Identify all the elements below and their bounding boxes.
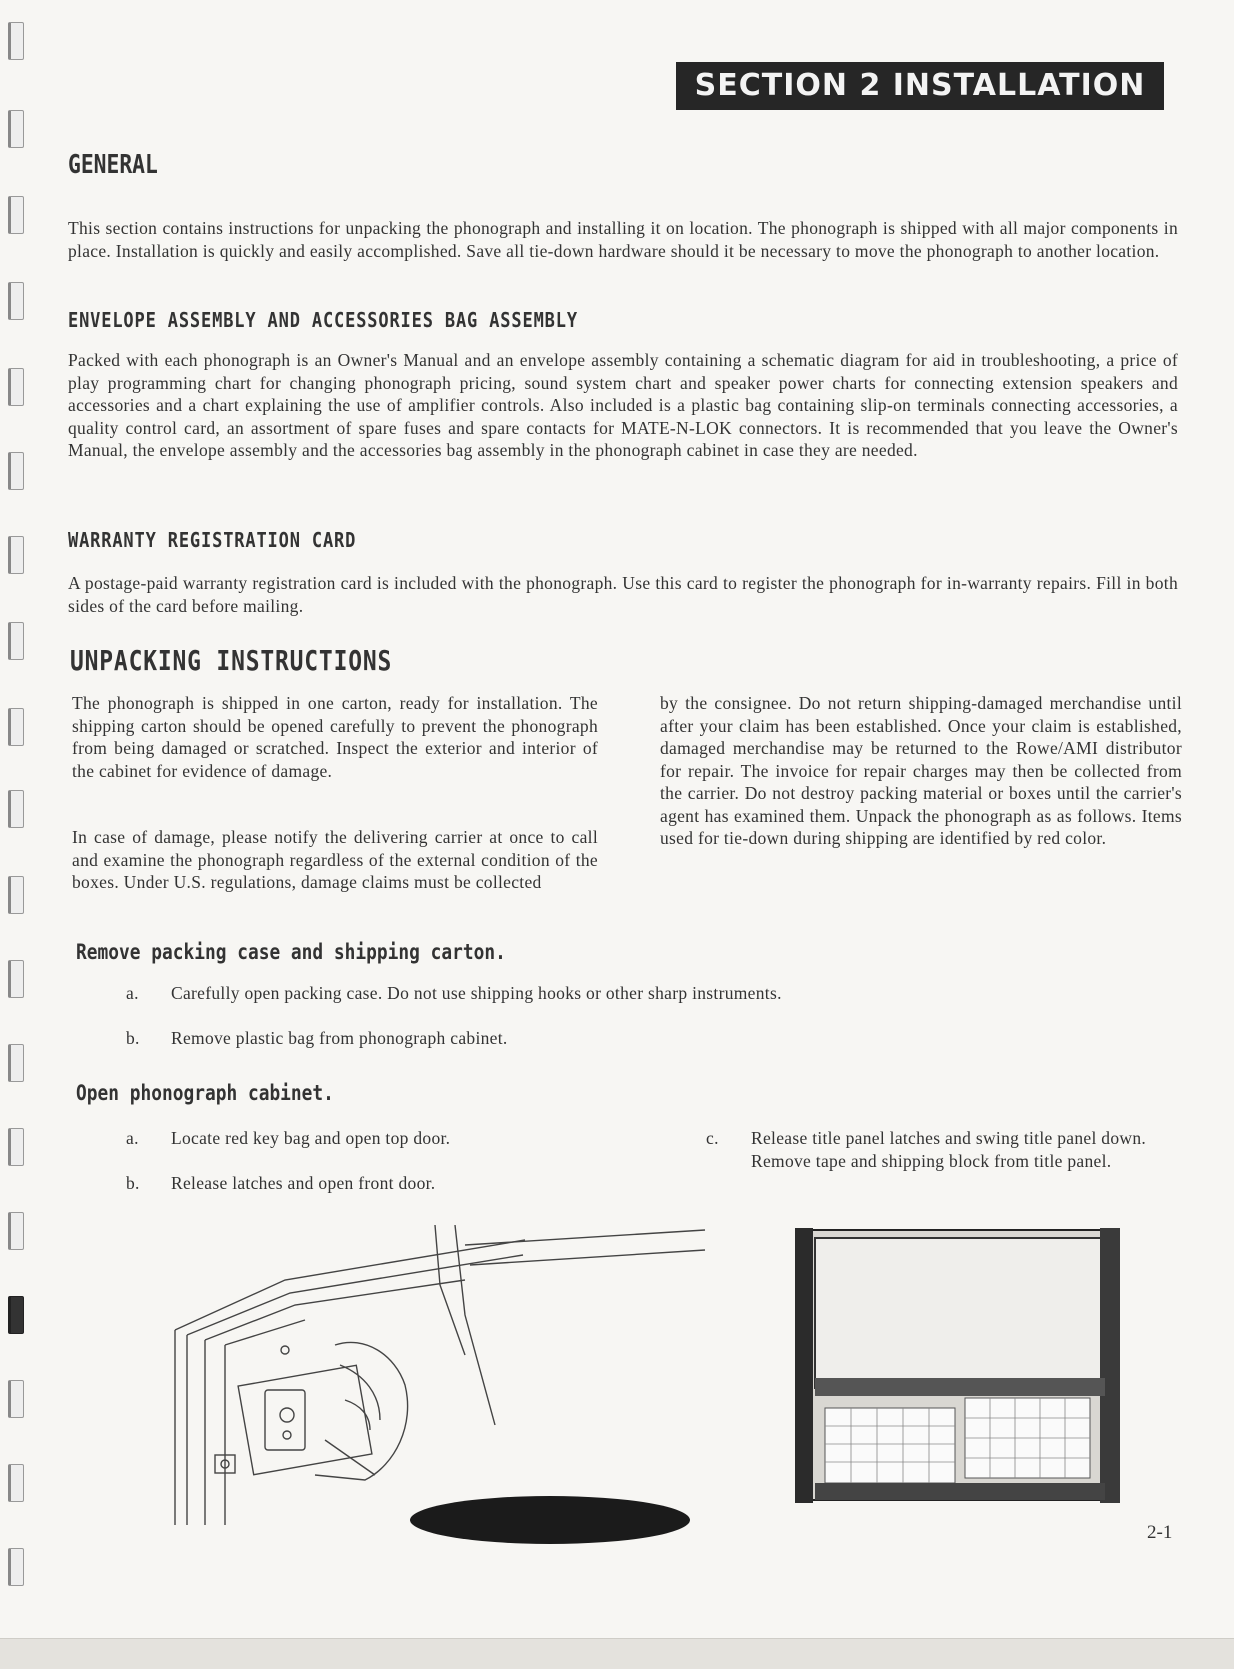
- binding-ring: [8, 368, 24, 406]
- scan-bottom-edge: [0, 1638, 1234, 1669]
- warranty-text: A postage-paid warranty registration card is included with the phonograph. Use this card to register the phonograph for in-warranty repairs. Fill in both sides of the card before mailing.: [68, 573, 1178, 616]
- binding-ring: [8, 622, 24, 660]
- binding-ring: [8, 452, 24, 490]
- binding-ring: [8, 708, 24, 746]
- item-text: Carefully open packing case. Do not use shipping hooks or other sharp instruments.: [171, 983, 782, 1003]
- unpacking-left-p1: The phonograph is shipped in one carton, ready for installation. The shipping carton should be opened carefully to prevent the phonograph from being damaged or scratched. Inspect the exterior and interior of the cabinet for evidence of damage.: [72, 693, 598, 781]
- section-banner: SECTION 2 INSTALLATION: [676, 62, 1164, 110]
- open-cabinet-item: [706, 1127, 1186, 1197]
- warranty-heading: WARRANTY REGISTRATION CARD: [68, 528, 357, 552]
- unpacking-right-p: by the consignee. Do not return shipping-damaged merchandise until after your claim has been established. Once your claim is established, damaged merchandise may be returned to the Rowe/AMI distributor for repair. The invoice for repair charges may then be collected from the carrier. Do not destroy packing material or boxes until the carrier's agent has examined them. Unpack the phonograph as as follows. Items used for tie-down during shipping are identified by red color.: [660, 693, 1182, 848]
- redaction-mark: [410, 1496, 690, 1544]
- binding-ring: [8, 536, 24, 574]
- item-letter: a.: [126, 983, 139, 1003]
- binding-ring: [8, 1464, 24, 1502]
- general-heading: GENERAL: [68, 150, 158, 180]
- item-text: Remove plastic bag from phonograph cabinet.: [171, 1028, 508, 1048]
- latch-release-illustration: [165, 1225, 710, 1545]
- binding-ring: [8, 960, 24, 998]
- item-letter: b.: [126, 1173, 140, 1193]
- remove-packing-heading: Remove packing case and shipping carton.: [76, 940, 506, 964]
- open-cabinet-item: [126, 1127, 626, 1151]
- general-text: This section contains instructions for unpacking the phonograph and installing it on location. The phonograph is shipped with all major components in place. Installation is quickly and easily accomplished. Save all tie-down hardware should it be necessary to move the phonograph to another location.: [68, 218, 1178, 261]
- item-letter: c.: [706, 1128, 719, 1148]
- binding-ring: [8, 1548, 24, 1586]
- unpacking-left-p2: In case of damage, please notify the delivering carrier at once to call and examine the phonograph regardless of the external condition of the boxes. Under U.S. regulations, damage claims must be collected: [72, 827, 598, 892]
- binding-ring: [8, 196, 24, 234]
- binding-ring: [8, 1296, 24, 1334]
- binding-ring: [8, 1212, 24, 1250]
- open-cabinet-heading: Open phonograph cabinet.: [76, 1081, 334, 1105]
- item-text: Release latches and open front door.: [171, 1173, 436, 1193]
- item-letter: a.: [126, 1128, 139, 1148]
- title-panel-illustration: [795, 1228, 1120, 1503]
- item-text: Release title panel latches and swing title panel down. Remove tape and shipping block from title panel.: [751, 1128, 1147, 1171]
- envelope-heading: ENVELOPE ASSEMBLY AND ACCESSORIES BAG ASSEMBLY: [68, 308, 578, 332]
- item-text: Locate red key bag and open top door.: [171, 1128, 451, 1148]
- binding-ring: [8, 790, 24, 828]
- binding-ring: [8, 1044, 24, 1082]
- unpacking-heading: UNPACKING INSTRUCTIONS: [70, 644, 393, 677]
- remove-packing-item: [126, 1027, 1176, 1051]
- binding-ring: [8, 876, 24, 914]
- item-letter: b.: [126, 1028, 140, 1048]
- binding-ring: [8, 1128, 24, 1166]
- spiral-binding: [0, 0, 40, 1669]
- remove-packing-item: [126, 982, 1176, 1006]
- binding-ring: [8, 22, 24, 60]
- binding-ring: [8, 110, 24, 148]
- envelope-text: Packed with each phonograph is an Owner's Manual and an envelope assembly containing a schematic diagram for aid in troubleshooting, a price of play programming chart for changing phonograph pricing, sound system chart and speaker power charts for connecting extension speakers and accessories and a chart explaining the use of amplifier controls. Also included is a plastic bag containing slip-on terminals connecting accessories, a quality control card, an assortment of spare fuses and spare contacts for MATE-N-LOK connectors. It is recommended that you leave the Owner's Manual, the envelope assembly and the accessories bag assembly in the phonograph cabinet in case they are needed.: [68, 350, 1178, 460]
- binding-ring: [8, 1380, 24, 1418]
- open-cabinet-item: [126, 1172, 626, 1196]
- page-number: 2-1: [1147, 1522, 1173, 1543]
- binding-ring: [8, 282, 24, 320]
